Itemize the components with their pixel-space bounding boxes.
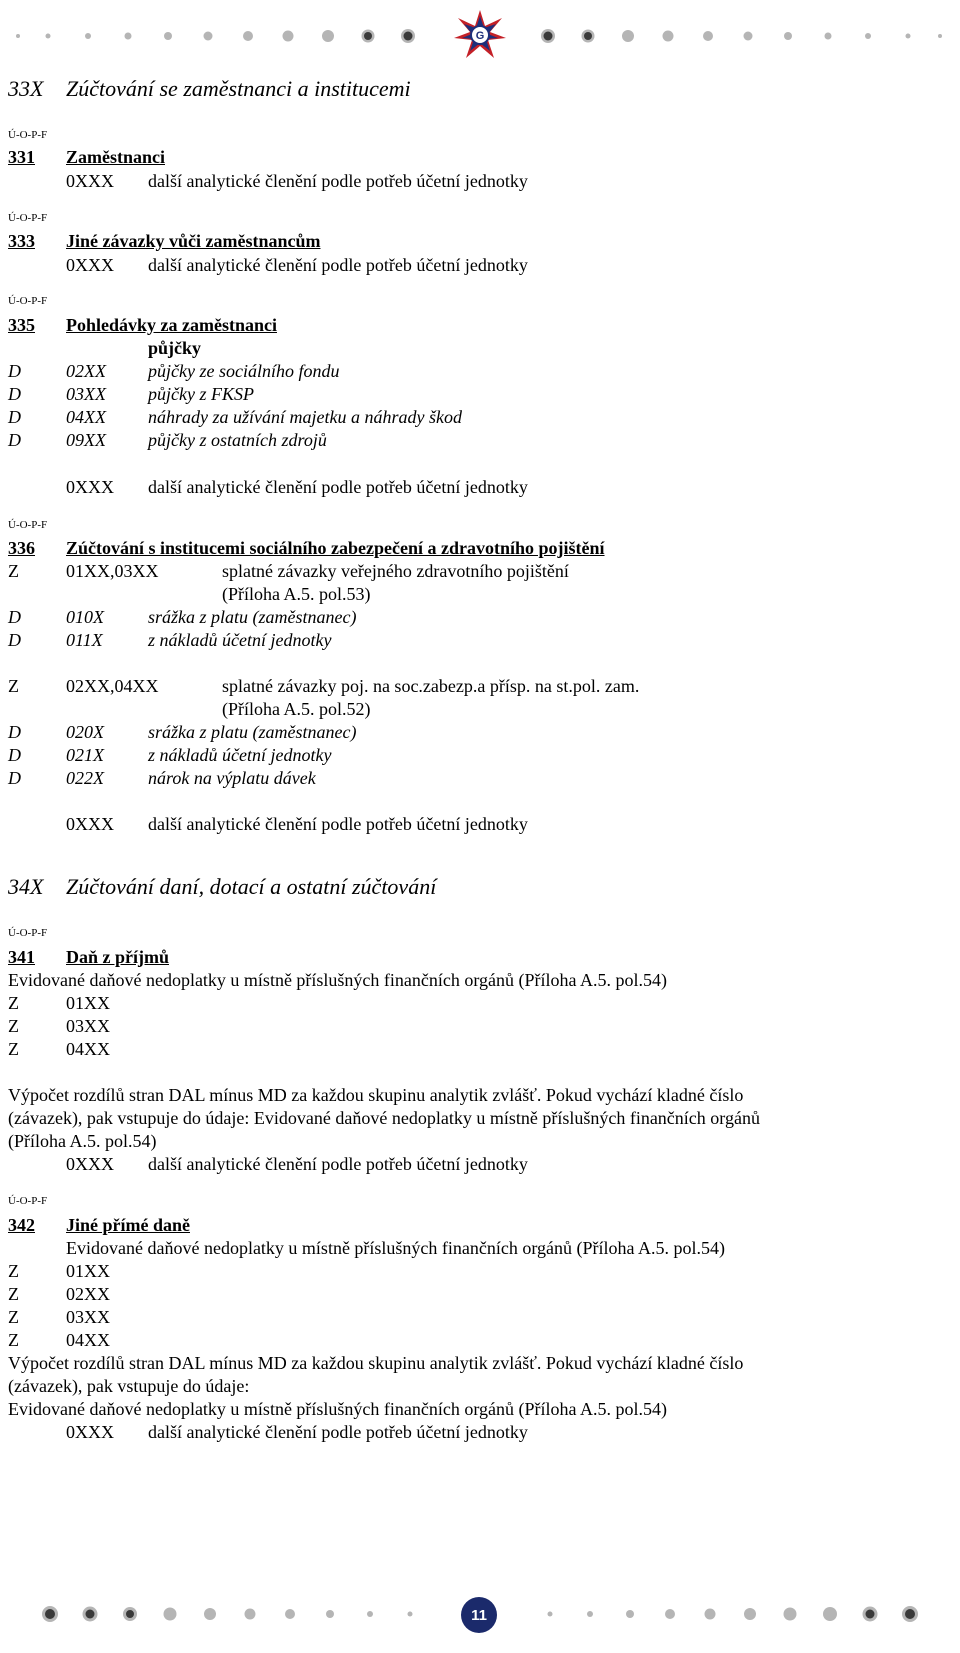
row-text: srážka z platu (zaměstnanec) bbox=[148, 607, 357, 627]
section-number: 33X bbox=[8, 76, 44, 101]
group-text-ref: (Příloha A.5. pol.53) bbox=[222, 584, 371, 604]
analytic-code: 0XXX bbox=[66, 171, 114, 191]
row-letter: D bbox=[8, 430, 21, 450]
subgroup-heading: půjčky bbox=[148, 338, 202, 358]
logo bbox=[452, 8, 508, 60]
group-letter: Z bbox=[8, 676, 19, 696]
row-code: 011X bbox=[66, 630, 103, 650]
analytic-text: další analytické členění podle potřeb účetní jednotky bbox=[148, 171, 528, 191]
row-code: 021X bbox=[66, 745, 104, 765]
row-letter: D bbox=[8, 607, 21, 627]
account-tag: Ú-O-P-F bbox=[8, 1195, 48, 1207]
analytic-code: 0XXX bbox=[66, 814, 114, 834]
row-code: 03XX bbox=[66, 384, 106, 404]
account-tag: Ú-O-P-F bbox=[8, 129, 48, 141]
note-paragraph: Evidované daňové nedoplatky u místně příslušných finančních orgánů (Příloha A.5. pol.54) bbox=[8, 1399, 668, 1419]
row-letter: Z bbox=[8, 1261, 19, 1281]
account-number: 336 bbox=[8, 538, 35, 558]
row-letter: Z bbox=[8, 1016, 19, 1036]
analytic-code: 0XXX bbox=[66, 477, 114, 497]
analytic-code: 0XXX bbox=[66, 1422, 114, 1442]
account-description: Evidované daňové nedoplatky u místně příslušných finančních orgánů (Příloha A.5. pol.54) bbox=[8, 970, 668, 990]
account-number: 342 bbox=[8, 1215, 35, 1235]
row-text: půjčky ze sociálního fondu bbox=[148, 361, 340, 381]
account-tag: Ú-O-P-F bbox=[8, 927, 48, 939]
row-letter: D bbox=[8, 407, 21, 427]
section-number: 34X bbox=[8, 874, 44, 899]
note-paragraph: (závazek), pak vstupuje do údaje: Evidované daňové nedoplatky u místně příslušných finančních orgánů bbox=[8, 1108, 760, 1128]
row-text: z nákladů účetní jednotky bbox=[148, 745, 332, 765]
row-text: půjčky z ostatních zdrojů bbox=[148, 430, 327, 450]
account-number: 333 bbox=[8, 231, 35, 251]
group-code: 01XX,03XX bbox=[66, 561, 159, 581]
page-number: 11 bbox=[461, 1597, 497, 1633]
account-title: Zaměstnanci bbox=[66, 147, 165, 167]
row-text: půjčky z FKSP bbox=[148, 384, 254, 404]
analytic-text: další analytické členění podle potřeb účetní jednotky bbox=[148, 477, 528, 497]
section-title: Zúčtování se zaměstnanci a institucemi bbox=[66, 76, 411, 101]
group-text-ref: (Příloha A.5. pol.52) bbox=[222, 699, 371, 719]
analytic-text: další analytické členění podle potřeb účetní jednotky bbox=[148, 1422, 528, 1442]
row-text: z nákladů účetní jednotky bbox=[148, 630, 332, 650]
analytic-text: další analytické členění podle potřeb účetní jednotky bbox=[148, 255, 528, 275]
row-letter: Z bbox=[8, 993, 19, 1013]
row-letter: D bbox=[8, 745, 21, 765]
group-letter: Z bbox=[8, 561, 19, 581]
row-code: 010X bbox=[66, 607, 104, 627]
row-code: 02XX bbox=[66, 1284, 110, 1304]
row-letter: D bbox=[8, 768, 21, 788]
account-number: 341 bbox=[8, 947, 35, 967]
row-code: 022X bbox=[66, 768, 104, 788]
account-title: Pohledávky za zaměstnanci bbox=[66, 315, 277, 335]
note-paragraph: Výpočet rozdílů stran DAL mínus MD za každou skupinu analytik zvlášť. Pokud vychází kladné číslo bbox=[8, 1353, 744, 1373]
row-code: 02XX bbox=[66, 361, 106, 381]
analytic-code: 0XXX bbox=[66, 255, 114, 275]
account-title: Jiné přímé daně bbox=[66, 1215, 190, 1235]
account-title: Jiné závazky vůči zaměstnancům bbox=[66, 231, 321, 251]
account-title: Daň z příjmů bbox=[66, 947, 169, 967]
row-text: náhrady za užívání majetku a náhrady škod bbox=[148, 407, 462, 427]
row-code: 04XX bbox=[66, 407, 106, 427]
analytic-text: další analytické členění podle potřeb účetní jednotky bbox=[148, 1154, 528, 1174]
row-code: 03XX bbox=[66, 1016, 110, 1036]
row-code: 04XX bbox=[66, 1330, 110, 1350]
row-letter: Z bbox=[8, 1039, 19, 1059]
analytic-text: další analytické členění podle potřeb účetní jednotky bbox=[148, 814, 528, 834]
section-title: Zúčtování daní, dotací a ostatní zúčtování bbox=[66, 874, 437, 899]
account-number: 331 bbox=[8, 147, 35, 167]
account-number: 335 bbox=[8, 315, 35, 335]
account-tag: Ú-O-P-F bbox=[8, 212, 48, 224]
note-paragraph: (závazek), pak vstupuje do údaje: bbox=[8, 1376, 250, 1396]
row-code: 04XX bbox=[66, 1039, 110, 1059]
group-text: splatné závazky veřejného zdravotního pojištění bbox=[222, 561, 569, 581]
row-letter: Z bbox=[8, 1284, 19, 1304]
row-code: 03XX bbox=[66, 1307, 110, 1327]
note-paragraph: (Příloha A.5. pol.54) bbox=[8, 1131, 157, 1151]
row-letter: D bbox=[8, 630, 21, 650]
row-code: 09XX bbox=[66, 430, 106, 450]
row-code: 01XX bbox=[66, 993, 110, 1013]
analytic-code: 0XXX bbox=[66, 1154, 114, 1174]
account-tag: Ú-O-P-F bbox=[8, 295, 48, 307]
account-description: Evidované daňové nedoplatky u místně příslušných finančních orgánů (Příloha A.5. pol.54) bbox=[66, 1238, 726, 1258]
account-tag: Ú-O-P-F bbox=[8, 519, 48, 531]
row-code: 020X bbox=[66, 722, 104, 742]
note-paragraph: Výpočet rozdílů stran DAL mínus MD za každou skupinu analytik zvlášť. Pokud vychází kladné číslo bbox=[8, 1085, 744, 1105]
account-title: Zúčtování s institucemi sociálního zabezpečení a zdravotního pojištění bbox=[66, 538, 605, 558]
row-letter: D bbox=[8, 361, 21, 381]
row-text: nárok na výplatu dávek bbox=[148, 768, 316, 788]
row-letter: Z bbox=[8, 1307, 19, 1327]
group-code: 02XX,04XX bbox=[66, 676, 159, 696]
row-letter: D bbox=[8, 384, 21, 404]
row-text: srážka z platu (zaměstnanec) bbox=[148, 722, 357, 742]
group-text: splatné závazky poj. na soc.zabezp.a přísp. na st.pol. zam. bbox=[222, 676, 640, 696]
svg-text:G: G bbox=[475, 30, 485, 42]
row-letter: Z bbox=[8, 1330, 19, 1350]
row-letter: D bbox=[8, 722, 21, 742]
row-code: 01XX bbox=[66, 1261, 110, 1281]
